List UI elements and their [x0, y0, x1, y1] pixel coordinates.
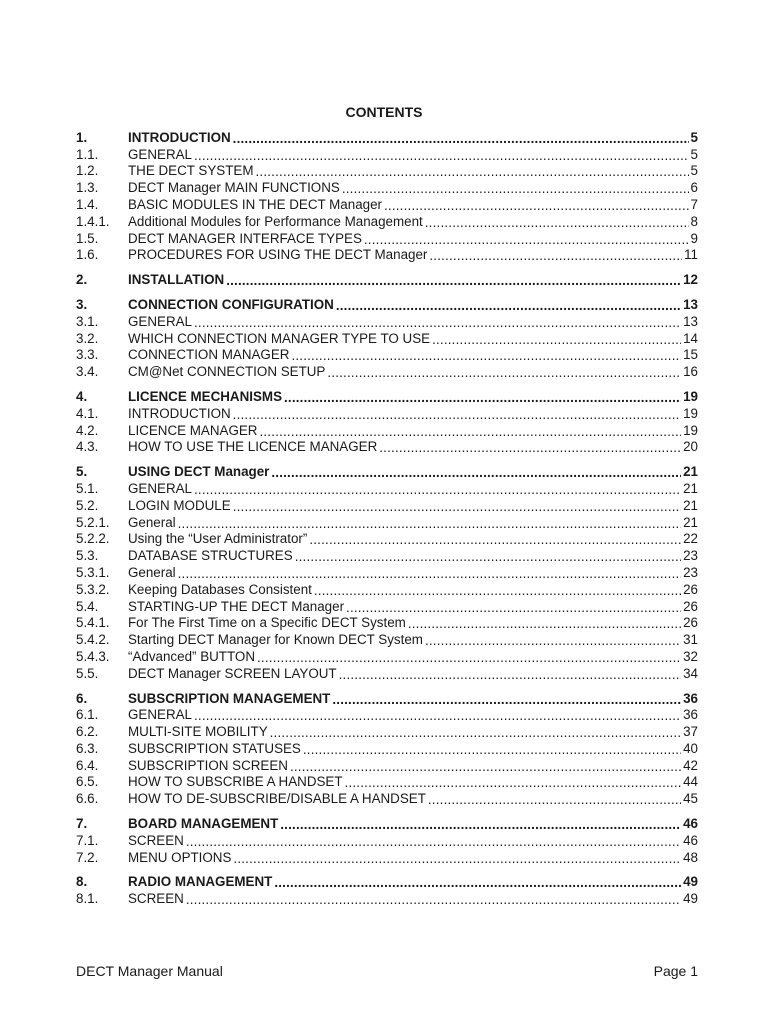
toc-entry-title: SUBSCRIPTION STATUSES — [128, 740, 301, 756]
toc-entry-title: CONNECTION MANAGER — [128, 347, 290, 363]
toc-entry-number: 5.4.2. — [76, 632, 110, 648]
toc-entry-page: 5 — [690, 146, 698, 162]
toc-entry-title: SUBSCRIPTION SCREEN — [128, 757, 288, 773]
toc-section-entry[interactable] — [76, 547, 698, 564]
toc-dot-leader — [194, 483, 681, 497]
toc-entry-number: 3.3. — [76, 347, 99, 363]
toc-section-entry[interactable] — [76, 598, 698, 615]
toc-entry-page: 36 — [683, 707, 698, 723]
toc-section-entry[interactable] — [76, 757, 698, 774]
toc-section-entry[interactable] — [76, 514, 698, 531]
toc-entry-number: 4. — [76, 388, 88, 404]
toc-entry-number: 1.1. — [76, 146, 99, 162]
toc-entry-page: 7 — [690, 196, 698, 212]
toc-section-entry[interactable] — [76, 247, 698, 264]
toc-entry-page: 23 — [683, 548, 698, 564]
toc-entry-page: 26 — [683, 598, 698, 614]
toc-chapter-entry[interactable] — [76, 388, 698, 405]
toc-section-entry[interactable] — [76, 707, 698, 724]
toc-entry-page: 19 — [683, 422, 698, 438]
toc-entry-number: 5.2.1. — [76, 514, 110, 530]
toc-dot-leader — [186, 893, 681, 907]
toc-entry-title: RADIO MANAGEMENT — [128, 874, 273, 890]
toc-entry-page: 49 — [683, 891, 698, 907]
toc-entry-title: LOGIN MODULE — [128, 497, 231, 513]
toc-section-entry[interactable] — [76, 146, 698, 163]
toc-dot-leader — [194, 709, 681, 723]
toc-entry-title: CONNECTION CONFIGURATION — [128, 296, 334, 312]
toc-section-entry[interactable] — [76, 313, 698, 330]
toc-entry-page: 19 — [683, 405, 698, 421]
toc-entry-number: 3.1. — [76, 313, 99, 329]
toc-entry-page: 44 — [683, 774, 698, 790]
toc-entry-title: General — [128, 564, 176, 580]
toc-section-entry[interactable] — [76, 615, 698, 632]
toc-entry-page: 15 — [683, 347, 698, 363]
toc-entry-number: 7.1. — [76, 832, 99, 848]
toc-section-entry[interactable] — [76, 163, 698, 180]
toc-dot-leader — [408, 617, 681, 631]
toc-dot-leader — [314, 584, 681, 598]
toc-dot-leader — [425, 634, 681, 648]
toc-entry-number: 5.4.3. — [76, 648, 110, 664]
toc-dot-leader — [291, 349, 681, 363]
toc-section-entry[interactable] — [76, 196, 698, 213]
page-title: CONTENTS — [345, 104, 423, 120]
toc-entry-title: BOARD MANAGEMENT — [128, 816, 279, 832]
toc-dot-leader — [226, 274, 681, 288]
toc-entry-page: 13 — [683, 313, 698, 329]
toc-entry-page: 20 — [683, 439, 698, 455]
toc-dot-leader — [233, 500, 681, 514]
toc-dot-leader — [194, 149, 689, 163]
toc-entry-title: INTRODUCTION — [128, 405, 231, 421]
toc-dot-leader — [178, 517, 681, 531]
toc-entry-title: STARTING-UP THE DECT Manager — [128, 598, 345, 614]
toc-dot-leader — [295, 550, 681, 564]
toc-entry-number: 5. — [76, 464, 88, 480]
toc-entry-number: 1.4.1. — [76, 213, 110, 229]
toc-entry-title: SCREEN — [128, 832, 184, 848]
toc-entry-title: THE DECT SYSTEM — [128, 163, 254, 179]
toc-entry-number: 1.5. — [76, 230, 99, 246]
toc-dot-leader — [428, 793, 681, 807]
toc-dot-leader — [271, 466, 681, 480]
toc-chapter-entry[interactable] — [76, 874, 698, 891]
toc-dot-leader — [346, 601, 681, 615]
toc-entry-title: Using the “User Administrator” — [128, 531, 308, 547]
toc-entry-page: 26 — [683, 581, 698, 597]
toc-entry-title: LICENCE MECHANISMS — [128, 388, 282, 404]
toc-dot-leader — [274, 876, 681, 890]
toc-entry-title: For The First Time on a Specific DECT System — [128, 615, 406, 631]
toc-dot-leader — [280, 818, 681, 832]
toc-section-entry[interactable] — [76, 497, 698, 514]
toc-entry-page: 45 — [683, 791, 698, 807]
toc-entry-number: 5.1. — [76, 480, 99, 496]
toc-section-entry[interactable] — [76, 422, 698, 439]
toc-entry-title: Keeping Databases Consistent — [128, 581, 312, 597]
toc-entry-title: PROCEDURES FOR USING THE DECT Manager — [128, 247, 428, 263]
toc-entry-number: 1.2. — [76, 163, 99, 179]
toc-section-entry[interactable] — [76, 740, 698, 757]
toc-entry-page: 42 — [683, 757, 698, 773]
toc-dot-leader — [342, 182, 689, 196]
toc-dot-leader — [432, 333, 681, 347]
toc-entry-title: General — [128, 514, 176, 530]
toc-dot-leader — [364, 233, 689, 247]
toc-entry-page: 5 — [690, 129, 698, 145]
toc-dot-leader — [309, 533, 681, 547]
toc-section-entry[interactable] — [76, 179, 698, 196]
footer-document-title: DECT Manager Manual — [76, 963, 223, 979]
toc-entry-page: 9 — [690, 230, 698, 246]
toc-entry-page: 22 — [683, 531, 698, 547]
toc-entry-title: LICENCE MANAGER — [128, 422, 258, 438]
toc-section-entry[interactable] — [76, 405, 698, 422]
toc-entry-number: 5.2. — [76, 497, 99, 513]
toc-entry-title: MULTI-SITE MOBILITY — [128, 724, 268, 740]
toc-entry-title: MENU OPTIONS — [128, 849, 232, 865]
toc-dot-leader — [336, 299, 681, 313]
toc-section-entry[interactable] — [76, 890, 698, 907]
toc-entry-page: 21 — [683, 514, 698, 530]
toc-entry-number: 4.2. — [76, 422, 99, 438]
toc-section-entry[interactable] — [76, 774, 698, 791]
toc-dot-leader — [270, 726, 681, 740]
footer-page-number: Page 1 — [653, 963, 698, 979]
toc-dot-leader — [233, 132, 689, 146]
toc-entry-page: 13 — [683, 296, 698, 312]
toc-entry-page: 5 — [690, 163, 698, 179]
toc-entry-number: 3. — [76, 296, 88, 312]
toc-section-entry[interactable] — [76, 790, 698, 807]
toc-entry-title: USING DECT Manager — [128, 464, 270, 480]
toc-entry-title: WHICH CONNECTION MANAGER TYPE TO USE — [128, 330, 431, 346]
toc-entry-title: GENERAL — [128, 146, 192, 162]
toc-entry-number: 3.2. — [76, 330, 99, 346]
toc-section-entry[interactable] — [76, 230, 698, 247]
toc-entry-page: 23 — [683, 564, 698, 580]
toc-chapter-entry[interactable] — [76, 815, 698, 832]
toc-entry-number: 6.4. — [76, 757, 99, 773]
toc-dot-leader — [259, 425, 681, 439]
toc-entry-page: 14 — [683, 330, 698, 346]
toc-dot-leader — [332, 693, 681, 707]
toc-entry-title: INSTALLATION — [128, 272, 225, 288]
toc-entry-page: 21 — [683, 480, 698, 496]
toc-dot-leader — [257, 651, 681, 665]
toc-entry-number: 6.6. — [76, 791, 99, 807]
toc-dot-leader — [284, 391, 681, 405]
toc-entry-title: SUBSCRIPTION MANAGEMENT — [128, 690, 331, 706]
toc-dot-leader — [178, 567, 681, 581]
toc-entry-number: 1.4. — [76, 196, 99, 212]
toc-dot-leader — [194, 316, 681, 330]
toc-section-entry[interactable] — [76, 213, 698, 230]
toc-entry-page: 31 — [683, 632, 698, 648]
toc-entry-number: 5.3.1. — [76, 564, 110, 580]
toc-entry-number: 5.4.1. — [76, 615, 110, 631]
toc-entry-page: 34 — [683, 665, 698, 681]
toc-chapter-entry[interactable] — [76, 129, 698, 146]
toc-entry-page: 36 — [683, 690, 698, 706]
toc-entry-page: 46 — [683, 816, 698, 832]
toc-entry-title: GENERAL — [128, 707, 192, 723]
toc-dot-leader — [345, 776, 682, 790]
toc-entry-page: 32 — [683, 648, 698, 664]
toc-entry-page: 16 — [683, 364, 698, 380]
table-of-contents — [76, 129, 698, 907]
toc-entry-page: 6 — [690, 180, 698, 196]
toc-entry-number: 6.3. — [76, 740, 99, 756]
toc-entry-page: 26 — [683, 615, 698, 631]
toc-entry-page: 12 — [683, 272, 698, 288]
toc-entry-page: 40 — [683, 740, 698, 756]
toc-entry-page: 8 — [690, 213, 698, 229]
toc-section-entry[interactable] — [76, 581, 698, 598]
toc-entry-number: 1.3. — [76, 180, 99, 196]
toc-dot-leader — [233, 408, 681, 422]
toc-entry-title: HOW TO USE THE LICENCE MANAGER — [128, 439, 378, 455]
toc-entry-page: 49 — [683, 874, 698, 890]
toc-section-entry[interactable] — [76, 648, 698, 665]
toc-section-entry[interactable] — [76, 832, 698, 849]
toc-entry-number: 7.2. — [76, 849, 99, 865]
toc-entry-number: 5.2.2. — [76, 531, 110, 547]
toc-dot-leader — [384, 199, 689, 213]
toc-entry-page: 19 — [683, 388, 698, 404]
toc-entry-title: GENERAL — [128, 313, 192, 329]
toc-dot-leader — [256, 165, 689, 179]
toc-section-entry[interactable] — [76, 330, 698, 347]
toc-entry-title: BASIC MODULES IN THE DECT Manager — [128, 196, 382, 212]
toc-entry-number: 3.4. — [76, 364, 99, 380]
toc-section-entry[interactable] — [76, 347, 698, 364]
toc-chapter-entry[interactable] — [76, 296, 698, 313]
toc-entry-number: 4.1. — [76, 405, 99, 421]
toc-entry-page: 21 — [683, 464, 698, 480]
toc-section-entry[interactable] — [76, 665, 698, 682]
toc-entry-page: 46 — [683, 832, 698, 848]
toc-entry-number: 5.3.2. — [76, 581, 110, 597]
toc-entry-number: 1.6. — [76, 247, 99, 263]
toc-entry-number: 5.4. — [76, 598, 99, 614]
toc-entry-number: 6.1. — [76, 707, 99, 723]
toc-section-entry[interactable] — [76, 439, 698, 456]
toc-section-entry[interactable] — [76, 723, 698, 740]
toc-entry-number: 6.2. — [76, 724, 99, 740]
toc-entry-number: 6.5. — [76, 774, 99, 790]
toc-section-entry[interactable] — [76, 849, 698, 866]
toc-entry-number: 8. — [76, 874, 88, 890]
toc-chapter-entry[interactable] — [76, 690, 698, 707]
toc-entry-title: CM@Net CONNECTION SETUP — [128, 364, 326, 380]
toc-entry-title: DECT Manager SCREEN LAYOUT — [128, 665, 337, 681]
toc-entry-page: 48 — [683, 849, 698, 865]
toc-entry-title: GENERAL — [128, 480, 192, 496]
toc-entry-title: DATABASE STRUCTURES — [128, 548, 293, 564]
toc-dot-leader — [327, 366, 681, 380]
toc-entry-number: 5.5. — [76, 665, 99, 681]
toc-dot-leader — [379, 441, 681, 455]
toc-entry-title: HOW TO DE-SUBSCRIBE/DISABLE A HANDSET — [128, 791, 426, 807]
toc-entry-title: Additional Modules for Performance Management — [128, 213, 423, 229]
toc-chapter-entry[interactable] — [76, 271, 698, 288]
toc-entry-title: DECT MANAGER INTERFACE TYPES — [128, 230, 362, 246]
toc-entry-page: 37 — [683, 724, 698, 740]
toc-dot-leader — [290, 760, 681, 774]
toc-entry-title: DECT Manager MAIN FUNCTIONS — [128, 180, 340, 196]
toc-dot-leader — [339, 668, 681, 682]
toc-entry-number: 1. — [76, 129, 88, 145]
toc-entry-page: 11 — [684, 247, 698, 263]
toc-entry-page: 21 — [683, 497, 698, 513]
toc-dot-leader — [425, 216, 689, 230]
toc-chapter-entry[interactable] — [76, 463, 698, 480]
toc-section-entry[interactable] — [76, 631, 698, 648]
toc-entry-title: HOW TO SUBSCRIBE A HANDSET — [128, 774, 343, 790]
toc-entry-number: 6. — [76, 690, 88, 706]
toc-section-entry[interactable] — [76, 531, 698, 548]
toc-dot-leader — [303, 743, 681, 757]
toc-entry-title: SCREEN — [128, 891, 184, 907]
toc-entry-title: INTRODUCTION — [128, 129, 231, 145]
toc-entry-title: “Advanced” BUTTON — [128, 648, 256, 664]
toc-section-entry[interactable] — [76, 480, 698, 497]
toc-section-entry[interactable] — [76, 564, 698, 581]
toc-dot-leader — [429, 249, 682, 263]
toc-entry-number: 5.3. — [76, 548, 99, 564]
toc-entry-number: 4.3. — [76, 439, 99, 455]
toc-dot-leader — [186, 835, 681, 849]
toc-entry-title: Starting DECT Manager for Known DECT System — [128, 632, 423, 648]
toc-section-entry[interactable] — [76, 363, 698, 380]
toc-entry-number: 8.1. — [76, 891, 99, 907]
toc-entry-number: 7. — [76, 816, 88, 832]
toc-dot-leader — [233, 852, 681, 866]
toc-entry-number: 2. — [76, 272, 88, 288]
